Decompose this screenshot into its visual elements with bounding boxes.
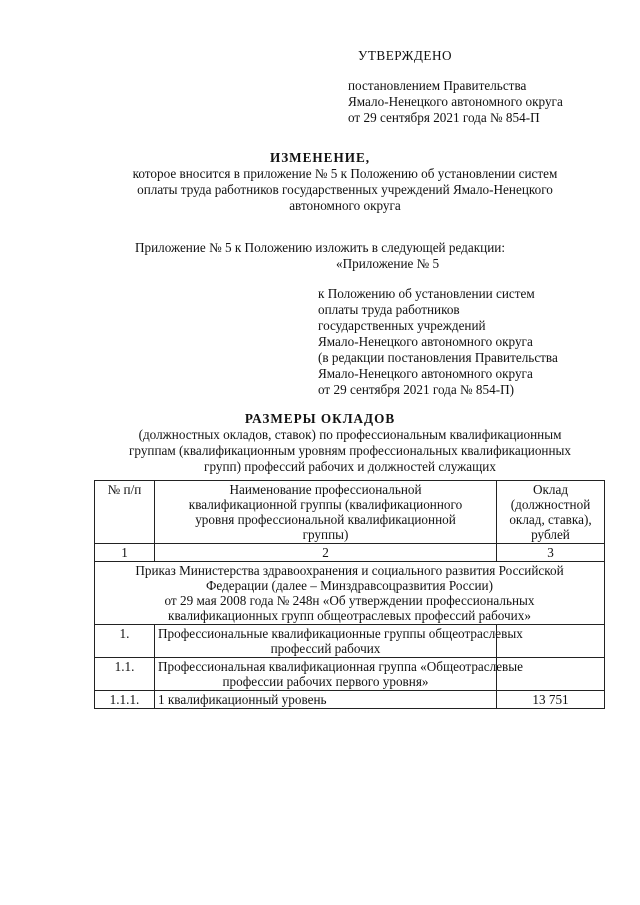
order-row xyxy=(95,562,605,625)
appendix-line: государственных учреждений xyxy=(318,318,486,333)
sizes-title: РАЗМЕРЫ ОКЛАДОВ xyxy=(244,411,396,426)
change-subtitle xyxy=(100,166,590,214)
sizes-subtitle xyxy=(90,427,610,475)
sizes-line: групп) профессий рабочих и должностей служащих xyxy=(204,459,496,474)
change-line: автономного округа xyxy=(289,198,401,213)
appendix-line: от 29 сентября 2021 года № 854-П) xyxy=(318,382,515,397)
column-number: 1 xyxy=(95,544,155,562)
appendix-line: к Положению об установлении систем xyxy=(318,286,535,301)
header-num: № п/п xyxy=(95,481,155,544)
column-number: 2 xyxy=(155,544,497,562)
row-name: Профессиональные квалификационные группы общеотраслевых профессий рабочих xyxy=(155,625,497,658)
order-reference: Приказ Министерства здравоохранения и социального развития Российской Федерации (далее – Минздравсоцразвития России) от 29 мая 2008 года № 248н «Об утверждении профессиональных квалификационных групп общеотраслевых профессий рабочих» xyxy=(95,562,605,625)
column-number-row xyxy=(95,544,605,562)
row-name: 1 квалификационный уровень xyxy=(155,691,497,709)
table-row xyxy=(95,658,605,691)
approval-body xyxy=(348,78,638,126)
appendix-line: Ямало-Ненецкого автономного округа xyxy=(318,334,533,349)
table-row xyxy=(95,625,605,658)
row-num: 1.1.1. xyxy=(95,691,155,709)
instruction-text: Приложение № 5 к Положению изложить в следующей редакции: xyxy=(135,240,505,255)
salary-table xyxy=(94,480,605,709)
column-number: 3 xyxy=(497,544,605,562)
appendix-line: (в редакции постановления Правительства xyxy=(318,350,558,365)
row-salary: 13 751 xyxy=(497,691,605,709)
change-title: ИЗМЕНЕНИЕ, xyxy=(269,150,371,165)
approval-line: постановлением Правительства xyxy=(348,78,527,93)
sizes-line: (должностных окладов, ставок) по профессиональным квалификационным xyxy=(138,427,562,442)
approval-heading: УТВЕРЖДЕНО xyxy=(358,48,453,63)
change-line: которое вносится в приложение № 5 к Положению об установлении систем xyxy=(132,166,558,181)
table-row xyxy=(95,691,605,709)
sizes-line: группам (квалификационным уровням профессиональных квалификационных xyxy=(128,443,572,458)
row-name: Профессиональная квалификационная группа «Общеотраслевые профессии рабочих первого уровня» xyxy=(155,658,497,691)
appendix-line: Ямало-Ненецкого автономного округа xyxy=(318,366,533,381)
table-header-row xyxy=(95,481,605,544)
header-name: Наименование профессиональной квалификационной группы (квалификационного уровня профессиональной квалификационной группы) xyxy=(155,481,497,544)
row-num: 1. xyxy=(95,625,155,658)
row-num: 1.1. xyxy=(95,658,155,691)
appendix-line: оплаты труда работников xyxy=(318,302,460,317)
appendix-title: «Приложение № 5 xyxy=(336,256,440,271)
appendix-note xyxy=(318,286,558,398)
change-line: оплаты труда работников государственных учреждений Ямало-Ненецкого xyxy=(137,182,553,197)
approval-line: Ямало-Ненецкого автономного округа xyxy=(348,94,563,109)
approval-stamp xyxy=(348,48,638,126)
approval-line: от 29 сентября 2021 года № 854-П xyxy=(348,110,540,125)
header-salary: Оклад (должностной оклад, ставка), рублей xyxy=(497,481,605,544)
